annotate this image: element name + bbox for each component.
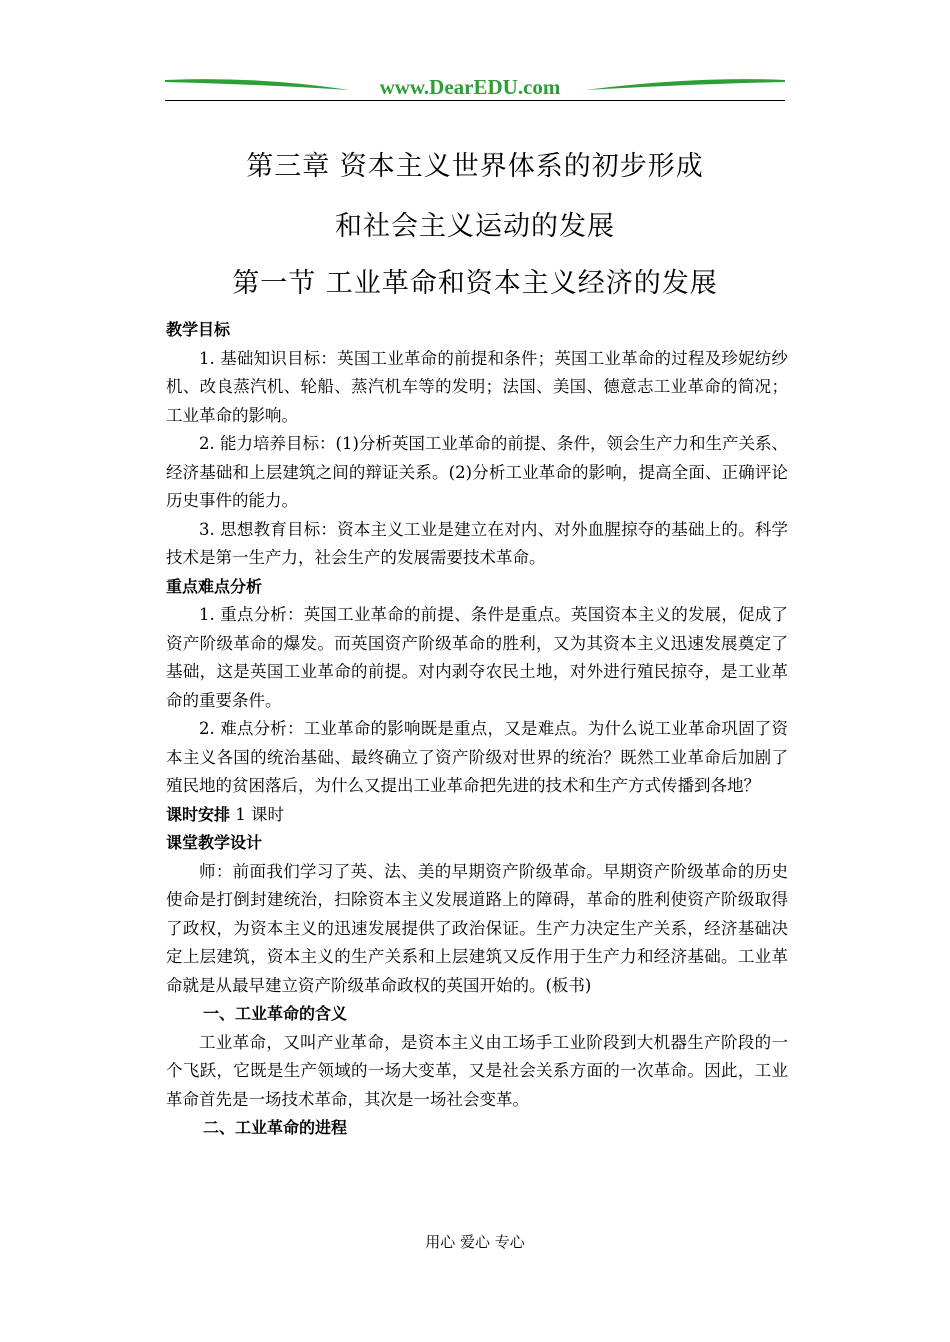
key-points-heading: 重点难点分析 xyxy=(166,576,263,596)
objectives-heading: 教学目标 xyxy=(166,320,231,339)
key-point-2: 2. 难点分析：工业革命的影响既是重点，又是难点。为什么说工业革命巩固了资本主义各国的统治基础、最终确立了资产阶级对世界的统治？既然工业革命后加剧了殖民地的贫困落后，为什么又提出工业革命把先进的技术和生产方式传播到各地？ xyxy=(166,719,788,795)
section-title: 第一节 工业革命和资本主义经济的发展 xyxy=(232,268,718,299)
chapter-title-line-1: 第三章 资本主义世界体系的初步形成 xyxy=(246,151,704,182)
lesson-body xyxy=(166,316,788,1143)
design-heading: 课堂教学设计 xyxy=(166,833,263,852)
site-header-banner xyxy=(165,72,785,102)
subsection-1-heading: 一、工业革命的含义 xyxy=(203,1004,348,1023)
header-divider xyxy=(165,100,785,101)
design-intro: 师：前面我们学习了英、法、美的早期资产阶级革命。早期资产阶级革命的历史使命是打倒封建统治，扫除资本主义发展道路上的障碍，革命的胜利使资产阶级取得了政权，为资本主义的迅速发展提供了政治保证。生产力决定生产关系，经济基础决定上层建筑，资本主义的生产关系和上层建筑又反作用于生产力和经济基础。工业革命就是从最早建立资产阶级革命政权的英国开始的。(板书) xyxy=(166,861,788,995)
green-swoosh-logo xyxy=(165,72,785,102)
objective-1: 1. 基础知识目标：英国工业革命的前提和条件；英国工业革命的过程及珍妮纺纱机、改良蒸汽机、轮船、蒸汽机车等的发明；法国、美国、德意志工业革命的简况；工业革命的影响。 xyxy=(166,348,788,425)
chapter-title-line-2: 和社会主义运动的发展 xyxy=(335,211,615,242)
objective-2: 2. 能力培养目标：(1)分析英国工业革命的前提、条件，领会生产力和生产关系、经济基础和上层建筑之间的辩证关系。(2)分析工业革命的影响，提高全面、正确评论历史事件的能力。 xyxy=(166,434,788,510)
schedule-value: 1 课时 xyxy=(235,804,285,824)
page-footer-motto: 用心 爱心 专心 xyxy=(425,1233,525,1251)
subsection-2-heading: 二、工业革命的进程 xyxy=(203,1118,348,1137)
objective-3: 3. 思想教育目标：资本主义工业是建立在对内、对外血腥掠夺的基础上的。科学技术是第一生产力，社会生产的发展需要技术革命。 xyxy=(166,519,788,567)
subsection-1-text: 工业革命，又叫产业革命，是资本主义由工场手工业阶段到大机器生产阶段的一个飞跃，它既是生产领域的一场大变革，又是社会关系方面的一次革命。因此，工业革命首先是一场技术革命，其次是一场社会变革。 xyxy=(166,1032,788,1109)
schedule-heading: 课时安排 xyxy=(166,804,231,824)
key-point-1: 1. 重点分析：英国工业革命的前提、条件是重点。英国资本主义的发展，促成了资产阶级革命的爆发。而英国资产阶级革命的胜利，又为其资本主义迅速发展奠定了基础，这是英国工业革命的前提。对内剥夺农民土地，对外进行殖民掠夺，是工业革命的重要条件。 xyxy=(166,605,788,710)
logo-text: www.DearEDU.com xyxy=(379,75,561,99)
schedule-line xyxy=(166,801,788,830)
